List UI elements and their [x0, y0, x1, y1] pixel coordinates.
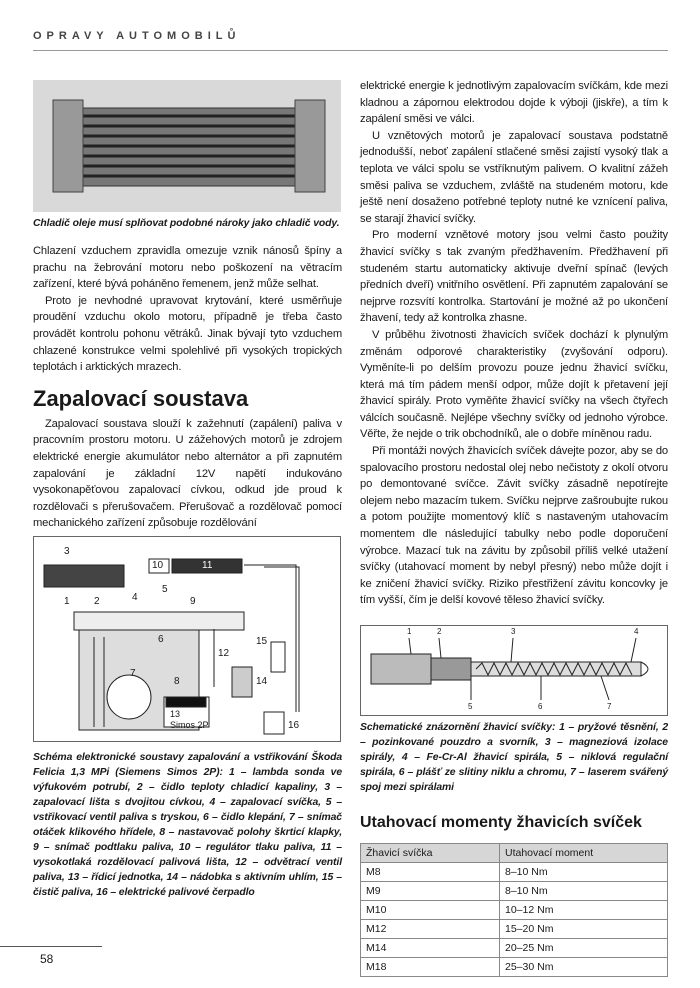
- header-divider: [33, 50, 668, 51]
- table-row: [361, 939, 668, 958]
- table-title: Utahovací momenty žhavicích svíček: [360, 814, 642, 831]
- table-row: [361, 958, 668, 977]
- diagram-unit-label: Simos 2P: [170, 719, 209, 730]
- diagram-label: 12: [218, 647, 230, 659]
- paragraph: Proto je nevhodné upravovat krytování, které usměrňuje proudění vzduchu okolo motoru, případně je třeba často provádět kontrolu pohonu větráků. Jinak bývají tyto vzduchem chlazené konstrukce velmi spolehlivé při vysokých tropických teplotách i arktických mrazech.: [33, 294, 342, 374]
- table-header-row: [361, 844, 668, 863]
- paragraph: Zapalovací soustava slouží k zažehnutí (zapálení) paliva v pracovním prostoru motoru. U zážehových motorů je zdrojem elektrické energie akumulátor nebo alternátor a při zapnutém zapalování je základní 12V napětí indukováno vysokonapěťovou zapalovací cívkou, odkud jde proud k rozdělovači s přerušovačem. Přerušovač a rozdělovač pomocí mechanického zařízení způsobuje rozdělování: [33, 417, 342, 530]
- paragraph: Při montáži nových žhavicích svíček dávejte pozor, aby se do spalovacího prostoru nedostal olej nebo nečistoty z okolí otvoru po demontované svíčce. Závit svíčky zásadně nepotírejte olejem nebo mazacím tukem. Svíčku nejprve zašroubujte rukou a potom použijte momentový klíč s nastaveným utahovacím momentem dle následující tabulky nebo podle doporučení výrobce. Mazací tuk na závitu by způsobil příliš velké utažení svíčky (utahovací moment by nebyl přesný) nebo může dojít i ke zničení žhavicí svíčky. Riziko přestřižení závitu koncovky je tím vyšší, čím je delší kovové těleso žhavicí svíčky.: [360, 445, 668, 607]
- diagram-label: 11: [202, 559, 213, 571]
- diagram-label: 13: [170, 708, 181, 719]
- glow-plug-label: 7: [607, 702, 612, 711]
- table-row: [361, 901, 668, 920]
- cell: 8–10 Nm: [500, 863, 668, 882]
- column-header: Utahovací moment: [500, 844, 668, 863]
- left-column-text: [33, 243, 342, 376]
- table-row: [361, 863, 668, 882]
- cell: 20–25 Nm: [500, 939, 668, 958]
- cell: 8–10 Nm: [500, 882, 668, 901]
- cell: M12: [361, 920, 500, 939]
- diagram-label: 9: [190, 595, 196, 607]
- table-row: [361, 882, 668, 901]
- paragraph: Pro moderní vznětové motory jsou velmi často použity žhavicí svíčky s tak zvaným předžhavením. Předžhavení při studeném startu automaticky aktivuje dveřní spínač (levých předních dveří) vnitřního osvětlení. Při zapnutém zapalování se nejprve rozsvítí kontrolka. Startování je možné až po ukončení žhavení, tedy až kontrolka zhasne.: [360, 229, 668, 325]
- footer-divider: [0, 946, 102, 947]
- glow-plug-label: 6: [538, 702, 543, 711]
- glow-plug-label: 2: [437, 627, 442, 636]
- cell: M18: [361, 958, 500, 977]
- torque-table: [360, 843, 668, 977]
- diagram-label: 3: [64, 545, 70, 557]
- diagram-label: 8: [174, 675, 180, 687]
- section-title: Zapalovací soustava: [33, 385, 249, 411]
- diagram-label: 2: [94, 595, 100, 607]
- diagram-label: 16: [288, 719, 300, 731]
- cell: 15–20 Nm: [500, 920, 668, 939]
- paragraph: V průběhu životnosti žhavicích svíček dochází k plynulým změnám odporové charakteristiky (zvyšování odporu). Vyměníte-li po delším provozu pouze jednu žhavicí svíčku, která má tím pádem menší odpor, může dojít k přetavení její žhavicí spirály. Proto vyměňte žhavicí svíčky na všech čtyřech válcích současně. Nejlépe všechny svíčky od jednoho výrobce. Věřte, že nejde o trik obchodníků, ale o dobře míněnou radu.: [360, 328, 668, 441]
- running-header: OPRAVY AUTOMOBILŮ: [33, 30, 241, 42]
- glow-plug-diagram: [360, 625, 668, 716]
- diagram-label: 4: [132, 591, 138, 603]
- cell: M8: [361, 863, 500, 882]
- glow-plug-label: 5: [468, 702, 473, 711]
- diagram-label: 5: [162, 583, 168, 595]
- diagram-label: 15: [256, 635, 268, 647]
- section-text: [33, 416, 342, 532]
- right-column: [360, 78, 668, 977]
- diagram-label: 14: [256, 675, 268, 687]
- paragraph: Chlazení vzduchem zpravidla omezuje vznik nánosů špíny a prachu na žebrování motoru nebo poškození na větracím zařízení, které bývá poháněno řemenem, jenž může selhat.: [33, 245, 342, 291]
- column-header: Žhavicí svíčka: [361, 844, 500, 863]
- glow-plug-label: 3: [511, 627, 516, 636]
- ignition-diagram: [33, 536, 341, 742]
- page-number: 58: [40, 952, 54, 966]
- diagram-label: 6: [158, 633, 164, 645]
- cell: M10: [361, 901, 500, 920]
- glow-plug-caption: Schematické znázornění žhavicí svíčky: 1 – pryžové těsnění, 2 – pozinkované pouzdro a svorník, 3 – magneziová izolace spirály, 4 – Fe-Cr-Al žhavicí spirála, 5 – niklová regulační spirála, 6 – plášť ze slitiny niklu a chromu, 7 – laserem svářený spoj mezi spirálami: [360, 722, 668, 793]
- glow-plug-label: 4: [634, 627, 639, 636]
- diagram-caption: Schéma elektronické soustavy zapalování a vstřikování Škoda Felicia 1,3 MPi (Siemens Simos 2P): 1 – lambda sonda ve výfukovém potrubí, 2 – čidlo teploty chladicí kapaliny, 3 – zapalovací lišta s dvojitou cívkou, 4 – zapalovací svíčka, 5 – vstřikovací ventil paliva s tryskou, 6 – čidlo klepání, 7 – snímač otáček klikového hřídele, 8 – nastavovač polohy škrticí klapky, 9 – snímač podtlaku paliva, 10 – regulátor tlaku paliva, 11 – vysokotlaká rozdělovací palivová lišta, 12 – odvětrací ventil paliva, 13 – řídicí jednotka, 14 – nádobka s aktivním uhlím, 15 – čistič paliva, 16 – elektrické palivové čerpadlo: [33, 751, 342, 898]
- left-column: [33, 80, 342, 900]
- cell: 10–12 Nm: [500, 901, 668, 920]
- diagram-label: 7: [130, 667, 136, 679]
- paragraph: elektrické energie k jednotlivým zapalovacím svíčkám, kde mezi kladnou a zápornou elektrodou dojde k výboji (jiskře), a tím k zapálení směsi ve válci.: [360, 80, 668, 126]
- cell: 25–30 Nm: [500, 958, 668, 977]
- paragraph: U vznětových motorů je zapalovací soustava podstatně jednodušší, neboť zapálení stlačené směsi zajistí vysoký tlak a teplota ve válci spolu se vstříknutým palivem. O kvalitní zážeh směsi paliva se vzduchem, zvláště na studeném motoru, kde ještě není dosaženo potřebné teploty nutné ke vznícení paliva, se starají žhavicí svíčky.: [360, 129, 668, 225]
- diagram-label: 10: [152, 559, 164, 571]
- glow-plug-label: 1: [407, 627, 412, 636]
- cell: M9: [361, 882, 500, 901]
- cell: M14: [361, 939, 500, 958]
- diagram-label: 1: [64, 595, 70, 607]
- table-row: [361, 920, 668, 939]
- right-column-text: [360, 78, 668, 609]
- oil-cooler-photo: [33, 80, 341, 212]
- photo-caption: Chladič oleje musí splňovat podobné nároky jako chladič vody.: [33, 218, 340, 229]
